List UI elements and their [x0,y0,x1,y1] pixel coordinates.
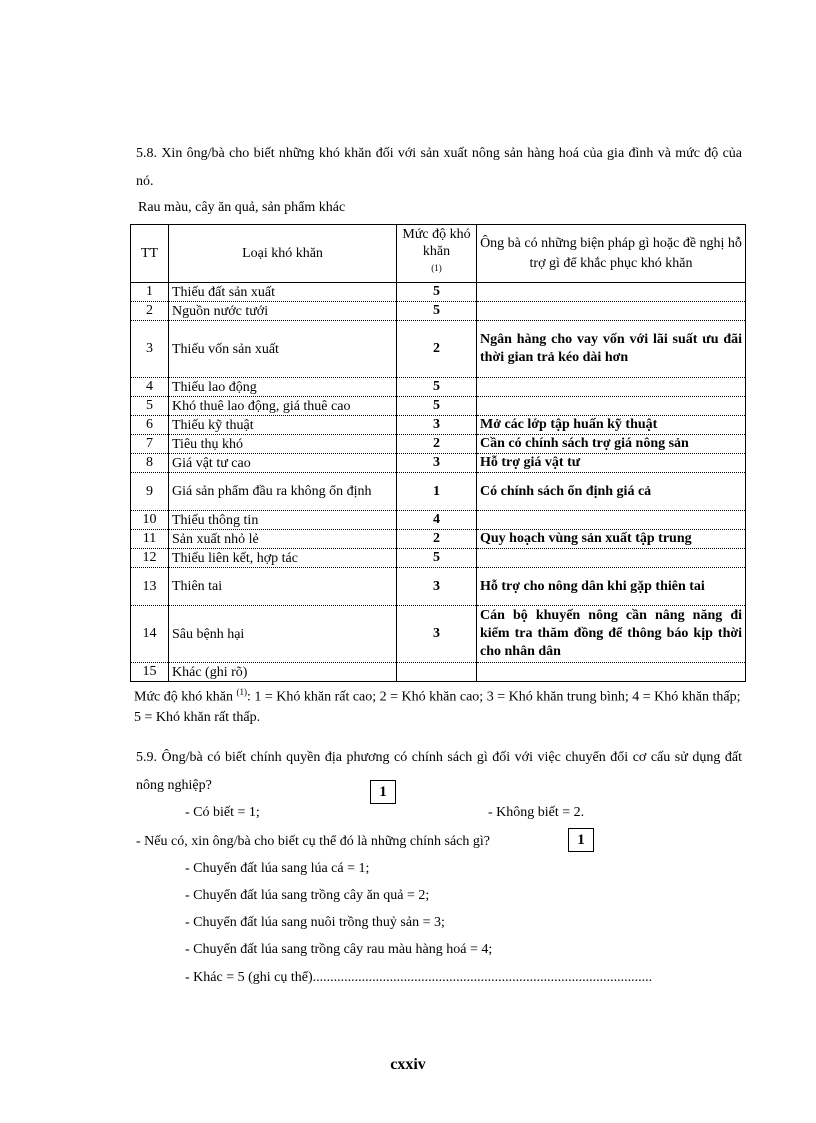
difficulty-type: Thiếu kỹ thuật [169,416,397,435]
proposed-solution [477,511,746,530]
difficulty-type: Khác (ghi rõ) [169,663,397,682]
difficulty-level: 3 [397,606,477,663]
proposed-solution [477,302,746,321]
difficulty-level: 5 [397,378,477,397]
row-number: 10 [131,511,169,530]
difficulty-level: 3 [397,454,477,473]
difficulty-type: Tiêu thụ khó [169,435,397,454]
policy-option: - Chuyển đất lúa sang trồng cây rau màu hàng hoá = 4; [185,942,493,957]
table-row [131,454,746,473]
difficulty-type: Thiên tai [169,568,397,606]
row-number: 11 [131,530,169,549]
row-number: 12 [131,549,169,568]
proposed-solution [477,663,746,682]
option-no: - Không biết = 2. [488,805,585,820]
table-row [131,568,746,606]
table-row [131,321,746,378]
header-level-label: Mức độ khó khăn [402,226,471,259]
difficulty-level: 5 [397,302,477,321]
row-number: 8 [131,454,169,473]
proposed-solution: Hỗ trợ giá vật tư [477,454,746,473]
difficulty-type: Nguồn nước tưới [169,302,397,321]
policy-option: - Chuyển đất lúa sang nuôi trồng thuỷ sản = 3; [185,915,445,930]
table-row [131,549,746,568]
note-text: : 1 = Khó khăn rất cao; 2 = Khó khăn cao; 3 = Khó khăn trung bình; 4 = Khó khăn thấp; 5 = Khó khăn rất thấp. [134,689,741,725]
difficulty-level: 5 [397,283,477,302]
proposed-solution [477,397,746,416]
difficulty-level [397,663,477,682]
proposed-solution: Mở các lớp tập huấn kỹ thuật [477,416,746,435]
proposed-solution: Hỗ trợ cho nông dân khi gặp thiên tai [477,568,746,606]
row-number: 9 [131,473,169,511]
table-subtitle: Rau màu, cây ăn quả, sản phẩm khác [138,200,346,215]
row-number: 14 [131,606,169,663]
difficulty-type: Thiếu đất sản xuất [169,283,397,302]
difficulty-type: Giá sản phẩm đầu ra không ổn định [169,473,397,511]
difficulty-level: 2 [397,435,477,454]
header-solution: Ông bà có những biện pháp gì hoặc đề nghị hỗ trợ gì để khắc phục khó khăn [477,225,746,283]
table-row [131,473,746,511]
row-number: 13 [131,568,169,606]
difficulty-level: 3 [397,416,477,435]
difficulty-type: Sản xuất nhỏ lẻ [169,530,397,549]
difficulty-type: Thiếu vốn sản xuất [169,321,397,378]
difficulty-type: Khó thuê lao động, giá thuê cao [169,397,397,416]
proposed-solution: Cần có chính sách trợ giá nông sản [477,435,746,454]
question-5-9: 5.9. Ông/bà có biết chính quyền địa phương có chính sách gì đối với việc chuyển đổi cơ cấu sử dụng đất nông nghiệp? [136,750,742,793]
row-number: 2 [131,302,169,321]
proposed-solution: Quy hoạch vùng sản xuất tập trung [477,530,746,549]
header-tt: TT [131,225,169,283]
difficulty-level: 2 [397,321,477,378]
difficulty-level: 5 [397,549,477,568]
proposed-solution [477,283,746,302]
row-number: 1 [131,283,169,302]
proposed-solution [477,378,746,397]
note-sup: (1) [236,687,247,697]
difficulty-type: Thiếu liên kết, hợp tác [169,549,397,568]
difficulty-type: Thiếu lao động [169,378,397,397]
row-number: 5 [131,397,169,416]
table-row [131,283,746,302]
table-header-row [131,225,746,283]
header-difficulty-type: Loại khó khăn [169,225,397,283]
proposed-solution: Ngân hàng cho vay vốn với lãi suất ưu đãi thời gian trả kéo dài hơn [477,321,746,378]
difficulty-type: Giá vật tư cao [169,454,397,473]
note-prefix: Mức độ khó khăn [134,689,237,705]
table-row [131,511,746,530]
table-row [131,435,746,454]
table-row [131,302,746,321]
table-row [131,378,746,397]
row-number: 4 [131,378,169,397]
proposed-solution: Cán bộ khuyến nông cần nâng năng đi kiểm tra thăm đồng để thông báo kịp thời cho nhân dân [477,606,746,663]
proposed-solution: Có chính sách ổn định giá cả [477,473,746,511]
difficulty-type: Sâu bệnh hại [169,606,397,663]
proposed-solution [477,549,746,568]
difficulty-level: 4 [397,511,477,530]
table-row [131,530,746,549]
header-level-sup: (1) [431,262,442,273]
header-difficulty-level [397,225,477,283]
option-yes: - Có biết = 1; [185,805,260,820]
answer-box-2: 1 [568,828,594,852]
row-number: 7 [131,435,169,454]
policy-option: - Khác = 5 (ghi cụ thể)................................................................................................. [185,970,653,985]
difficulty-level: 2 [397,530,477,549]
answer-box-1: 1 [370,780,396,804]
table-row [131,663,746,682]
difficulty-level: 1 [397,473,477,511]
table-row [131,416,746,435]
table-note [134,682,746,728]
policy-option: - Chuyển đất lúa sang trồng cây ăn quả = 2; [185,888,430,903]
difficulty-table [130,224,746,682]
difficulty-level: 3 [397,568,477,606]
row-number: 6 [131,416,169,435]
followup-question: - Nếu có, xin ông/bà cho biết cụ thể đó là những chính sách gì? [136,834,490,849]
difficulty-level: 5 [397,397,477,416]
table-row [131,397,746,416]
question-5-8: 5.8. Xin ông/bà cho biết những khó khăn đối với sản xuất nông sản hàng hoá của gia đình và mức độ của nó. [136,146,742,189]
policy-option: - Chuyển đất lúa sang lúa cá = 1; [185,861,370,876]
row-number: 15 [131,663,169,682]
row-number: 3 [131,321,169,378]
table-row [131,606,746,663]
difficulty-type: Thiếu thông tin [169,511,397,530]
page-number: cxxiv [390,1056,426,1073]
